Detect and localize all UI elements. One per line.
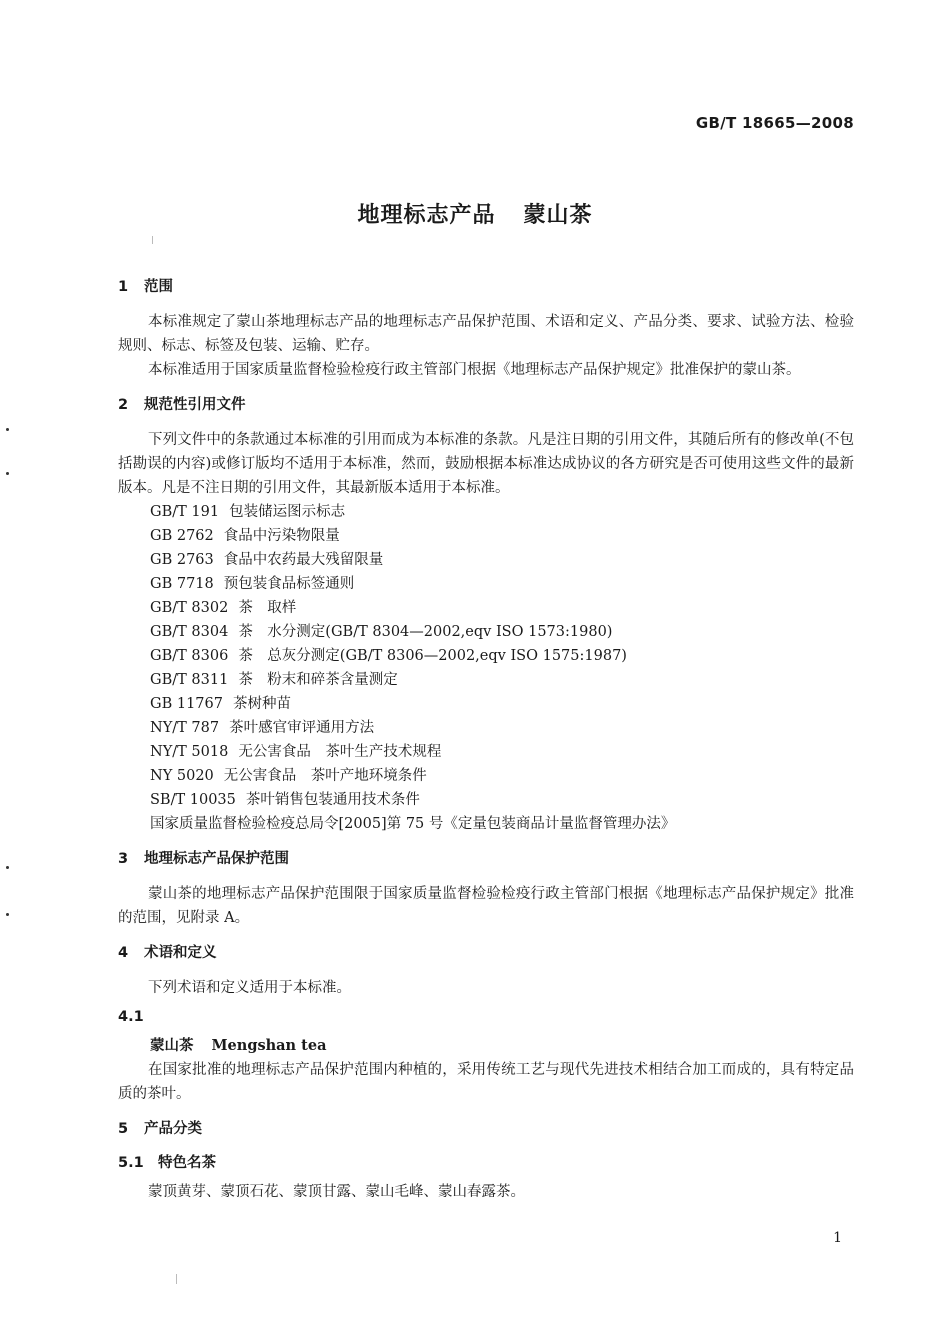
term-entry bbox=[118, 1034, 854, 1058]
scan-speck bbox=[6, 472, 9, 475]
reference-item: GB/T 8306 茶 总灰分测定(GB/T 8306—2002,eqv ISO 1575:1987) bbox=[150, 648, 627, 664]
section-5-heading: 5 产品分类 bbox=[118, 1121, 202, 1137]
subsection-5-1-heading: 5.1 特色名茶 bbox=[118, 1155, 216, 1171]
page-number: 1 bbox=[833, 1230, 842, 1246]
reference-item: GB 2762 食品中污染物限量 bbox=[150, 528, 340, 544]
document-body bbox=[118, 276, 854, 1204]
section-4-heading: 4 术语和定义 bbox=[118, 945, 217, 961]
scan-mark bbox=[152, 236, 153, 244]
section-3-paragraph: 蒙山茶的地理标志产品保护范围限于国家质量监督检验检疫行政主管部门根据《地理标志产品保护规定》批准的范围，见附录 A。 bbox=[118, 886, 854, 926]
term-cn: 蒙山茶 bbox=[150, 1038, 194, 1054]
term-definition: 在国家批准的地理标志产品保护范围内种植的，采用传统工艺与现代先进技术相结合加工而成的，具有特定品质的茶叶。 bbox=[118, 1062, 854, 1102]
reference-item: GB/T 8302 茶 取样 bbox=[150, 600, 297, 616]
reference-item: GB/T 8311 茶 粉末和碎茶含量测定 bbox=[150, 672, 398, 688]
term-en: Mengshan tea bbox=[211, 1037, 327, 1054]
title-part2: 蒙山茶 bbox=[523, 203, 593, 228]
section-1-paragraph-2: 本标准适用于国家质量监督检验检疫行政主管部门根据《地理标志产品保护规定》批准保护的蒙山茶。 bbox=[148, 362, 801, 378]
standard-code: GB/T 18665—2008 bbox=[695, 114, 854, 132]
section-1-paragraph-1: 本标准规定了蒙山茶地理标志产品的地理标志产品保护范围、术语和定义、产品分类、要求、试验方法、检验规则、标志、标签及包装、运输、贮存。 bbox=[118, 314, 854, 354]
reference-item: GB 2763 食品中农药最大残留限量 bbox=[150, 552, 384, 568]
reference-item: NY/T 787 茶叶感官审评通用方法 bbox=[150, 720, 375, 736]
reference-item: SB/T 10035 茶叶销售包装通用技术条件 bbox=[150, 792, 420, 808]
reference-item: GB 11767 茶树种苗 bbox=[150, 696, 291, 712]
section-3-heading: 3 地理标志产品保护范围 bbox=[118, 851, 289, 867]
title-part1: 地理标志产品 bbox=[357, 203, 496, 228]
scan-mark bbox=[176, 1274, 177, 1284]
reference-item: NY 5020 无公害食品 茶叶产地环境条件 bbox=[150, 768, 427, 784]
section-2-heading: 2 规范性引用文件 bbox=[118, 397, 246, 413]
reference-item: GB 7718 预包装食品标签通则 bbox=[150, 576, 355, 592]
term-number: 4.1 bbox=[118, 1009, 144, 1025]
reference-list bbox=[118, 500, 854, 836]
section-2-intro: 下列文件中的条款通过本标准的引用而成为本标准的条款。凡是注日期的引用文件，其随后所有的修改单(不包括勘误的内容)或修订版均不适用于本标准，然而，鼓励根据本标准达成协议的各方研究是否可使用这些文件的最新版本。凡是不注日期的引用文件，其最新版本适用于本标准。 bbox=[118, 432, 854, 496]
section-4-intro: 下列术语和定义适用于本标准。 bbox=[148, 980, 351, 996]
subsection-5-1-text: 蒙顶黄芽、蒙顶石花、蒙顶甘露、蒙山毛峰、蒙山春露茶。 bbox=[148, 1184, 525, 1200]
document-title bbox=[0, 198, 950, 229]
reference-item: NY/T 5018 无公害食品 茶叶生产技术规程 bbox=[150, 744, 442, 760]
reference-decree: 国家质量监督检验检疫总局令[2005]第 75 号《定量包装商品计量监督管理办法》 bbox=[150, 816, 676, 832]
scan-speck bbox=[6, 866, 9, 869]
section-1-heading: 1 范围 bbox=[118, 279, 173, 295]
reference-item: GB/T 191 包装储运图示标志 bbox=[150, 504, 346, 520]
scan-speck bbox=[6, 428, 9, 431]
scan-speck bbox=[6, 913, 9, 916]
reference-item: GB/T 8304 茶 水分测定(GB/T 8304—2002,eqv ISO 1573:1980) bbox=[150, 624, 613, 640]
